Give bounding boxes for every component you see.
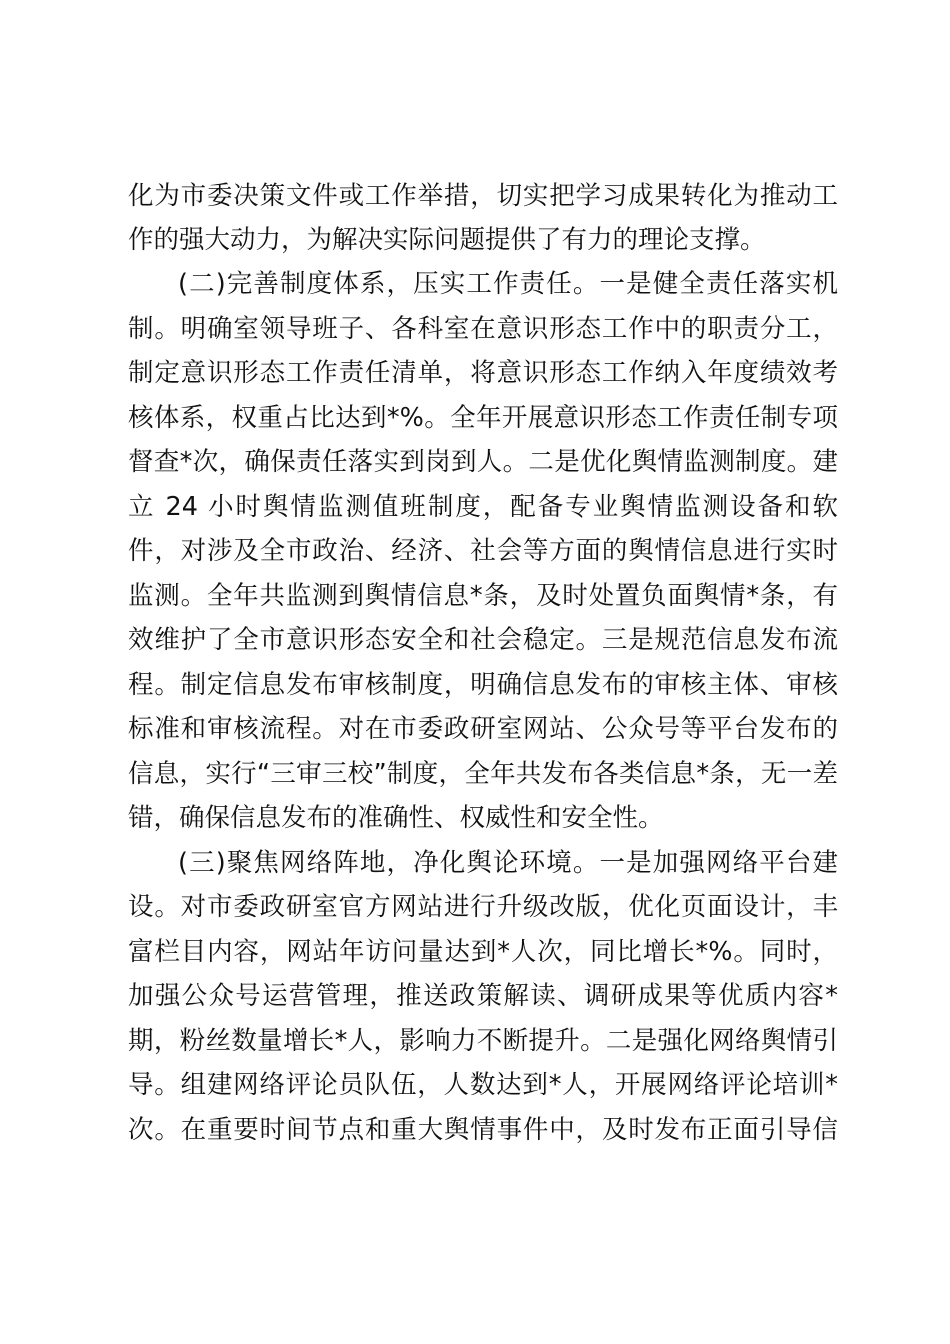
paragraph-heading-line: (二)完善制度体系，压实工作责任。一是健全责任落实机 (178, 269, 838, 299)
text-line: 核体系，权重占比达到*%。全年开展意识形态工作责任制专项 (128, 403, 838, 433)
text-line: 督查*次，确保责任落实到岗到人。二是优化舆情监测制度。建 (128, 447, 838, 477)
text-line: 立 24 小时舆情监测值班制度，配备专业舆情监测设备和软 (128, 492, 838, 522)
text-line: 标准和审核流程。对在市委政研室网站、公众号等平台发布的 (128, 714, 838, 744)
text-line: 导。组建网络评论员队伍，人数达到*人，开展网络评论培训* (128, 1070, 838, 1100)
text-line: 件，对涉及全市政治、经济、社会等方面的舆情信息进行实时 (128, 536, 838, 566)
text-line: 设。对市委政研室官方网站进行升级改版，优化页面设计，丰 (128, 892, 838, 922)
text-line: 信息，实行“三审三校”制度，全年共发布各类信息*条，无一差 (128, 759, 838, 789)
text-line: 效维护了全市意识形态安全和社会稳定。三是规范信息发布流 (128, 625, 838, 655)
text-line: 错，确保信息发布的准确性、权威性和安全性。 (128, 803, 664, 833)
text-line: 制。明确室领导班子、各科室在意识形态工作中的职责分工， (128, 314, 838, 344)
text-line: 加强公众号运营管理，推送政策解读、调研成果等优质内容* (128, 981, 838, 1011)
text-line: 富栏目内容，网站年访问量达到*人次，同比增长*%。同时， (128, 937, 838, 967)
text-line: 监测。全年共监测到舆情信息*条，及时处置负面舆情*条，有 (128, 581, 838, 611)
text-line: 程。制定信息发布审核制度，明确信息发布的审核主体、审核 (128, 670, 838, 700)
text-line: 化为市委决策文件或工作举措，切实把学习成果转化为推动工 (128, 181, 838, 211)
text-line: 作的强大动力，为解决实际问题提供了有力的理论支撑。 (128, 225, 766, 255)
text-line: 期，粉丝数量增长*人，影响力不断提升。二是强化网络舆情引 (128, 1026, 838, 1056)
text-line: 制定意识形态工作责任清单，将意识形态工作纳入年度绩效考 (128, 358, 838, 388)
paragraph-heading-line: (三)聚焦网络阵地，净化舆论环境。一是加强网络平台建 (178, 848, 838, 878)
text-line: 次。在重要时间节点和重大舆情事件中，及时发布正面引导信 (128, 1115, 838, 1145)
